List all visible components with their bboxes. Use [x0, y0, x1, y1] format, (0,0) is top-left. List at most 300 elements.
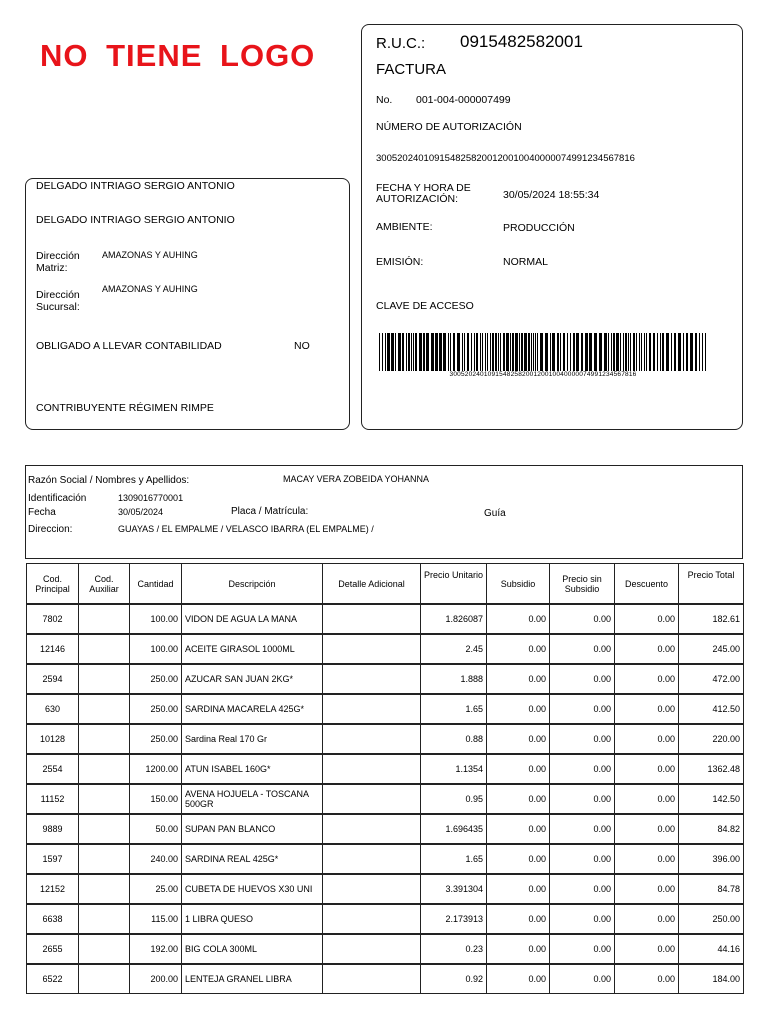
cell-precio-sin-subsidio: 0.00 [550, 904, 615, 934]
barcode-bar [490, 333, 491, 371]
cell-descripcion: LENTEJA GRANEL LIBRA [182, 964, 323, 994]
barcode-bar [535, 333, 536, 371]
direccion-label: Direccion: [28, 524, 73, 535]
barcode-bar [611, 333, 612, 371]
cell-descripcion: CUBETA DE HUEVOS X30 UNI [182, 874, 323, 904]
table-row [27, 964, 744, 994]
barcode-bar [500, 333, 501, 371]
cell-detalle-adicional [323, 964, 421, 994]
barcode-bar [411, 333, 412, 371]
items-table [26, 563, 744, 994]
cell-precio-total: 472.00 [679, 664, 744, 694]
table-row [27, 664, 744, 694]
cell-cod-principal: 9889 [27, 814, 79, 844]
cell-precio-sin-subsidio: 0.00 [550, 814, 615, 844]
cell-cantidad: 250.00 [130, 664, 182, 694]
cell-precio-sin-subsidio: 0.00 [550, 964, 615, 994]
cell-precio-sin-subsidio: 0.00 [550, 694, 615, 724]
barcode-bar [674, 333, 676, 371]
barcode-bar [415, 333, 417, 371]
barcode-bar [467, 333, 469, 371]
cell-cod-auxiliar [79, 664, 130, 694]
cell-cod-auxiliar [79, 754, 130, 784]
cell-cod-principal: 2655 [27, 934, 79, 964]
cell-descuento: 0.00 [615, 784, 679, 814]
barcode-bar [512, 333, 514, 371]
barcode-bar [695, 333, 697, 371]
cell-subsidio: 0.00 [487, 694, 550, 724]
barcode-bar [413, 333, 414, 371]
cell-cod-principal: 6638 [27, 904, 79, 934]
clave-label: CLAVE DE ACCESO [376, 300, 474, 312]
razon-value: MACAY VERA ZOBEIDA YOHANNA [283, 474, 430, 484]
barcode-bar [464, 333, 465, 371]
cell-precio-sin-subsidio: 0.00 [550, 604, 615, 634]
col-cod-auxiliar [79, 564, 130, 605]
cell-precio-sin-subsidio: 0.00 [550, 784, 615, 814]
table-row [27, 814, 744, 844]
dir-matriz-value: AMAZONAS Y AUHING [102, 250, 198, 260]
cell-descuento: 0.00 [615, 874, 679, 904]
auth-number: 3005202401091548258200120010040000074991234567816 [376, 153, 635, 164]
cell-descripcion: SARDINA REAL 425G* [182, 844, 323, 874]
barcode-bar [699, 333, 700, 371]
cell-subsidio: 0.00 [487, 604, 550, 634]
cell-precio-total: 220.00 [679, 724, 744, 754]
barcode-bar [581, 333, 583, 371]
fecha-auth-label-1: FECHA Y HORA DE [376, 182, 471, 194]
table-row [27, 694, 744, 724]
cell-precio-total: 184.00 [679, 964, 744, 994]
cell-precio-sin-subsidio: 0.00 [550, 634, 615, 664]
cell-cod-principal: 12146 [27, 634, 79, 664]
cell-precio-unitario: 0.95 [421, 784, 487, 814]
barcode-bar [471, 333, 472, 371]
barcode-bar [666, 333, 669, 371]
cell-detalle-adicional [323, 874, 421, 904]
header-text: Principal [35, 583, 70, 594]
table-row [27, 934, 744, 964]
cell-precio-unitario: 3.391304 [421, 874, 487, 904]
cell-precio-sin-subsidio: 0.00 [550, 754, 615, 784]
dir-sucursal-label-2: Sucursal: [36, 301, 80, 313]
cell-cod-auxiliar [79, 814, 130, 844]
cell-cod-principal: 7802 [27, 604, 79, 634]
cell-cod-auxiliar [79, 634, 130, 664]
cell-cod-principal: 630 [27, 694, 79, 724]
barcode-bar [498, 333, 499, 371]
cell-detalle-adicional [323, 814, 421, 844]
barcode-bar [391, 333, 394, 371]
cell-cantidad: 115.00 [130, 904, 182, 934]
header-text: Cod. [42, 573, 62, 584]
barcode-bar [628, 333, 629, 371]
barcode-bar [462, 333, 463, 371]
direccion-value: GUAYAS / EL EMPALME / VELASCO IBARRA (EL EMPALME) / [118, 524, 374, 534]
table-row [27, 784, 744, 814]
cell-cantidad: 192.00 [130, 934, 182, 964]
cell-cod-principal: 11152 [27, 784, 79, 814]
cell-cod-principal: 10128 [27, 724, 79, 754]
fecha-label: Fecha [28, 507, 56, 518]
cell-subsidio: 0.00 [487, 904, 550, 934]
doc-type: FACTURA [376, 61, 447, 78]
cell-precio-total: 1362.48 [679, 754, 744, 784]
barcode-bar [487, 333, 488, 371]
fecha-value: 30/05/2024 [118, 507, 164, 517]
cell-precio-unitario: 1.826087 [421, 604, 487, 634]
barcode-bar [495, 333, 497, 371]
barcode-bar [519, 333, 520, 371]
table-row [27, 904, 744, 934]
regimen-text: CONTRIBUYENTE RÉGIMEN RIMPE [36, 402, 214, 414]
fecha-auth-label-2: AUTORIZACIÓN: [376, 193, 459, 205]
cell-precio-unitario: 0.88 [421, 724, 487, 754]
barcode-bar [476, 333, 478, 371]
cell-cantidad: 250.00 [130, 724, 182, 754]
barcode-bar [608, 333, 609, 371]
barcode-bar [604, 333, 607, 371]
dir-sucursal-value: AMAZONAS Y AUHING [102, 284, 198, 294]
dir-matriz-label-2: Matriz: [36, 262, 68, 274]
col-cantidad: Cantidad [130, 564, 182, 605]
header-text: Subsidio [564, 583, 600, 594]
cell-descuento: 0.00 [615, 814, 679, 844]
cell-detalle-adicional [323, 664, 421, 694]
barcode-bar [573, 333, 575, 371]
barcode-bar [576, 333, 579, 371]
cell-detalle-adicional [323, 784, 421, 814]
cell-subsidio: 0.00 [487, 754, 550, 784]
cell-precio-sin-subsidio: 0.00 [550, 664, 615, 694]
barcode-bar [408, 333, 410, 371]
barcode-bar [387, 333, 390, 371]
barcode-bar [599, 333, 602, 371]
cell-detalle-adicional [323, 634, 421, 664]
barcode-bar [537, 333, 538, 371]
barcode-bar [545, 333, 548, 371]
barcode-bar [540, 333, 543, 371]
cell-descripcion: AZUCAR SAN JUAN 2KG* [182, 664, 323, 694]
cell-cod-auxiliar [79, 874, 130, 904]
cell-cantidad: 100.00 [130, 604, 182, 634]
cell-precio-unitario: 1.888 [421, 664, 487, 694]
cell-descripcion: BIG COLA 300ML [182, 934, 323, 964]
barcode-bar [457, 333, 460, 371]
barcode-bar [639, 333, 640, 371]
col-precio-unitario: Precio Unitario [421, 564, 487, 605]
cell-precio-unitario: 2.45 [421, 634, 487, 664]
cell-detalle-adicional [323, 904, 421, 934]
cell-precio-total: 182.61 [679, 604, 744, 634]
barcode-bar [439, 333, 442, 371]
barcode-bar [382, 333, 383, 371]
barcode-bar [492, 333, 494, 371]
barcode-bar [646, 333, 647, 371]
cell-cod-auxiliar [79, 844, 130, 874]
identificacion-value: 1309016770001 [118, 493, 184, 503]
cell-cantidad: 240.00 [130, 844, 182, 874]
auth-label: NÚMERO DE AUTORIZACIÓN [376, 121, 522, 133]
cell-cod-principal: 6522 [27, 964, 79, 994]
col-cod-principal [27, 564, 79, 605]
barcode-bar [690, 333, 693, 371]
cell-precio-total: 84.82 [679, 814, 744, 844]
cell-detalle-adicional [323, 604, 421, 634]
barcode-bar [419, 333, 422, 371]
cell-descripcion: ATUN ISABEL 160G* [182, 754, 323, 784]
cell-cantidad: 25.00 [130, 874, 182, 904]
cell-detalle-adicional [323, 724, 421, 754]
invoice-number: 001-004-000007499 [416, 94, 511, 106]
cell-subsidio: 0.00 [487, 814, 550, 844]
cell-subsidio: 0.00 [487, 784, 550, 814]
contabilidad-label: OBLIGADO A LLEVAR CONTABILIDAD [36, 340, 222, 352]
cell-detalle-adicional [323, 694, 421, 724]
dir-sucursal-label-1: Dirección [36, 289, 80, 301]
emision-value: NORMAL [503, 256, 548, 268]
emision-label: EMISIÓN: [376, 256, 424, 268]
cell-descuento: 0.00 [615, 634, 679, 664]
cell-precio-total: 44.16 [679, 934, 744, 964]
cell-precio-unitario: 1.65 [421, 844, 487, 874]
cell-descripcion: Sardina Real 170 Gr [182, 724, 323, 754]
barcode-bar [426, 333, 429, 371]
cell-precio-unitario: 1.696435 [421, 814, 487, 844]
barcode-bar [567, 333, 568, 371]
barcode-bar [686, 333, 688, 371]
barcode-bar [633, 333, 635, 371]
barcode-bar [589, 333, 592, 371]
table-row [27, 844, 744, 874]
barcode-bar [552, 333, 555, 371]
cell-precio-unitario: 1.65 [421, 694, 487, 724]
table-row [27, 724, 744, 754]
cell-descuento: 0.00 [615, 724, 679, 754]
issuer-name-2: DELGADO INTRIAGO SERGIO ANTONIO [36, 214, 235, 226]
cell-subsidio: 0.00 [487, 964, 550, 994]
barcode-bar [482, 333, 483, 371]
table-row [27, 634, 744, 664]
placa-label: Placa / Matrícula: [231, 506, 309, 517]
barcode-image [379, 333, 707, 371]
barcode-bar [585, 333, 588, 371]
cell-cod-principal: 2594 [27, 664, 79, 694]
cell-subsidio: 0.00 [487, 874, 550, 904]
barcode-bar [653, 333, 655, 371]
cell-descuento: 0.00 [615, 664, 679, 694]
barcode-bar [528, 333, 530, 371]
barcode-bar [702, 333, 703, 371]
cell-subsidio: 0.00 [487, 724, 550, 754]
cell-descuento: 0.00 [615, 934, 679, 964]
ruc-label: R.U.C.: [376, 35, 426, 52]
cell-precio-total: 396.00 [679, 844, 744, 874]
ruc-number: 0915482582001 [460, 32, 583, 51]
barcode-bar [641, 333, 642, 371]
cell-cod-auxiliar [79, 724, 130, 754]
col-precio-sin-subsidio [550, 564, 615, 605]
barcode-bar [398, 333, 401, 371]
issuer-name-1: DELGADO INTRIAGO SERGIO ANTONIO [36, 180, 235, 192]
cell-descuento: 0.00 [615, 904, 679, 934]
table-header-row [27, 564, 744, 605]
cell-cod-principal: 12152 [27, 874, 79, 904]
barcode-bar [625, 333, 627, 371]
cell-precio-total: 142.50 [679, 784, 744, 814]
barcode-bar [649, 333, 651, 371]
barcode-bar [705, 333, 706, 371]
barcode-bar [662, 333, 664, 371]
cell-cod-auxiliar [79, 604, 130, 634]
barcode-bar [506, 333, 509, 371]
barcode-bar [402, 333, 404, 371]
cell-descripcion: SARDINA MACARELA 425G* [182, 694, 323, 724]
table-row [27, 874, 744, 904]
invoice-no-label: No. [376, 94, 393, 106]
col-descuento: Descuento [615, 564, 679, 605]
barcode-bar [423, 333, 425, 371]
cell-cod-auxiliar [79, 904, 130, 934]
col-precio-total: Precio Total [679, 564, 744, 605]
cell-precio-unitario: 0.92 [421, 964, 487, 994]
barcode-bar [630, 333, 631, 371]
cell-cantidad: 150.00 [130, 784, 182, 814]
barcode-bar [474, 333, 475, 371]
table-row [27, 604, 744, 634]
barcode-bar [443, 333, 446, 371]
barcode-bar [678, 333, 681, 371]
cell-detalle-adicional [323, 934, 421, 964]
table-row [27, 754, 744, 784]
cell-precio-unitario: 2.173913 [421, 904, 487, 934]
barcode-bar [379, 333, 380, 371]
ambiente-label: AMBIENTE: [376, 221, 433, 233]
ambiente-value: PRODUCCIÓN [503, 222, 575, 234]
header-text: Cod. [94, 573, 114, 584]
cell-precio-total: 245.00 [679, 634, 744, 664]
cell-cantidad: 250.00 [130, 694, 182, 724]
header-text: Precio sin [562, 573, 602, 584]
cell-descripcion: 1 LIBRA QUESO [182, 904, 323, 934]
barcode-bar [524, 333, 527, 371]
guia-label: Guía [484, 508, 506, 519]
barcode-bar [683, 333, 684, 371]
barcode-bar [485, 333, 486, 371]
cell-cod-auxiliar [79, 694, 130, 724]
identificacion-label: Identificación [28, 493, 87, 504]
cell-cantidad: 50.00 [130, 814, 182, 844]
barcode-bar [531, 333, 532, 371]
barcode-bar [406, 333, 407, 371]
barcode-bar [557, 333, 559, 371]
barcode-bar [616, 333, 619, 371]
barcode-number: 3005202401091548258200120010040000074991234567816 [449, 371, 637, 378]
col-descripcion: Descripción [182, 564, 323, 605]
cell-descuento: 0.00 [615, 604, 679, 634]
barcode-bar [480, 333, 481, 371]
barcode-bar [448, 333, 449, 371]
cell-precio-sin-subsidio: 0.00 [550, 844, 615, 874]
barcode-bar [623, 333, 624, 371]
col-detalle-adicional: Detalle Adicional [323, 564, 421, 605]
cell-descripcion: ACEITE GIRASOL 1000ML [182, 634, 323, 664]
cell-descripcion: AVENA HOJUELA - TOSCANA 500GR [182, 784, 323, 814]
cell-cod-auxiliar [79, 934, 130, 964]
cell-descuento: 0.00 [615, 844, 679, 874]
barcode-bar [671, 333, 672, 371]
cell-cod-auxiliar [79, 964, 130, 994]
barcode-bar [570, 333, 571, 371]
cell-precio-unitario: 0.23 [421, 934, 487, 964]
cell-precio-total: 412.50 [679, 694, 744, 724]
barcode-bar [431, 333, 434, 371]
barcode-bar [613, 333, 615, 371]
barcode-bar [515, 333, 518, 371]
cell-cod-principal: 1597 [27, 844, 79, 874]
cell-precio-total: 84.78 [679, 874, 744, 904]
cell-detalle-adicional [323, 844, 421, 874]
dir-matriz-label-1: Dirección [36, 250, 80, 262]
barcode-bar [435, 333, 438, 371]
barcode-bar [620, 333, 621, 371]
header-text: Auxiliar [89, 583, 119, 594]
barcode-bar [533, 333, 534, 371]
cell-cantidad: 200.00 [130, 964, 182, 994]
contabilidad-value: NO [294, 340, 310, 352]
barcode-bar [453, 333, 455, 371]
cell-cod-principal: 2554 [27, 754, 79, 784]
cell-descuento: 0.00 [615, 754, 679, 784]
cell-descuento: 0.00 [615, 964, 679, 994]
barcode-bar [644, 333, 645, 371]
barcode-bar [594, 333, 597, 371]
cell-descuento: 0.00 [615, 694, 679, 724]
barcode-bar [395, 333, 396, 371]
cell-precio-unitario: 1.1354 [421, 754, 487, 784]
barcode-bar [563, 333, 565, 371]
cell-subsidio: 0.00 [487, 664, 550, 694]
barcode-bar [560, 333, 561, 371]
barcode-bar [550, 333, 551, 371]
cell-descripcion: SUPAN PAN BLANCO [182, 814, 323, 844]
barcode-bar [660, 333, 661, 371]
cell-cantidad: 1200.00 [130, 754, 182, 784]
col-subsidio: Subsidio [487, 564, 550, 605]
barcode-bar [385, 333, 386, 371]
cell-precio-sin-subsidio: 0.00 [550, 724, 615, 754]
barcode-bar [657, 333, 658, 371]
fecha-auth-value: 30/05/2024 18:55:34 [503, 189, 600, 201]
razon-label: Razón Social / Nombres y Apellidos: [28, 475, 190, 486]
cell-precio-total: 250.00 [679, 904, 744, 934]
barcode-bar [503, 333, 505, 371]
cell-detalle-adicional [323, 754, 421, 784]
cell-cod-auxiliar [79, 784, 130, 814]
cell-cantidad: 100.00 [130, 634, 182, 664]
barcode-bar [510, 333, 511, 371]
barcode-bar [450, 333, 451, 371]
cell-subsidio: 0.00 [487, 844, 550, 874]
cell-subsidio: 0.00 [487, 634, 550, 664]
no-logo-text: NO TIENE LOGO [40, 38, 316, 73]
cell-descripcion: VIDON DE AGUA LA MANA [182, 604, 323, 634]
cell-subsidio: 0.00 [487, 934, 550, 964]
cell-precio-sin-subsidio: 0.00 [550, 874, 615, 904]
barcode-bar [521, 333, 523, 371]
cell-precio-sin-subsidio: 0.00 [550, 934, 615, 964]
barcode-bar [636, 333, 637, 371]
